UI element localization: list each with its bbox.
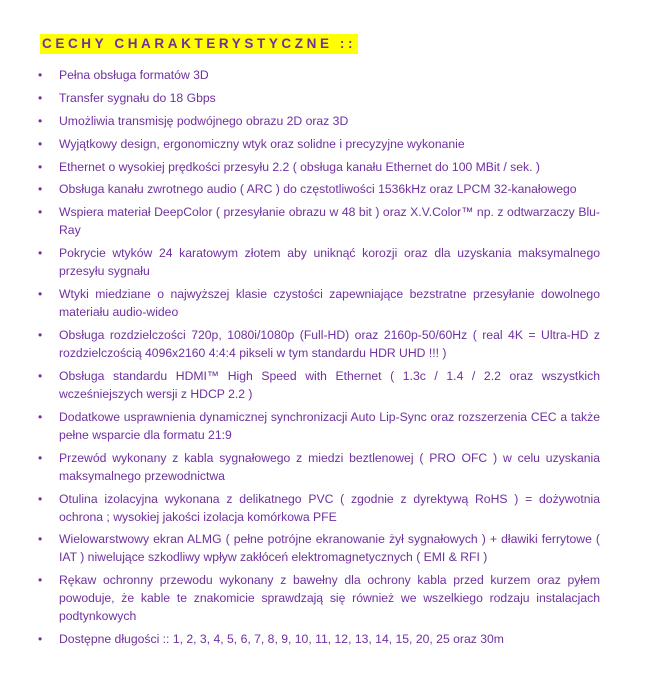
bullet-icon: • [38,632,43,647]
feature-text: Ethernet o wysokiej prędkości przesyłu 2.2 ( obsługa kanału Ethernet do 100 MBit / sek. ) [59,159,540,174]
feature-text: Wyjątkowy design, ergonomiczny wtyk oraz solidne i precyzyjne wykonanie [59,136,465,151]
feature-text: Umożliwia transmisję podwójnego obrazu 2D oraz 3D [59,113,349,128]
feature-text: Obsługa rozdzielczości 720p, 1080i/1080p (Full-HD) oraz 2160p-50/60Hz ( real 4K = Ultra-HD z rozdzielczością 4096x2160 4:4:4 pikseli w tym standardu HDR UHD !!! ) [59,328,600,361]
feature-text: Pełna obsługa formatów 3D [59,68,209,82]
feature-text: Obsługa standardu HDMI™ High Speed with Ethernet ( 1.3c / 1.4 / 2.2 oraz wszystkich wcześniejszych wersji z HDCP 2.2 ) [59,368,600,401]
bullet-icon: • [38,491,43,506]
features-list [38,66,600,653]
feature-item [38,112,600,130]
feature-text: Dostępne długości :: 1, 2, 3, 4, 5, 6, 7, 8, 9, 10, 11, 12, 13, 14, 15, 20, 25 oraz 30m [59,632,504,647]
feature-item [38,530,600,566]
feature-item [38,408,600,444]
feature-item [38,449,600,485]
feature-item [38,66,600,84]
bullet-icon: • [38,328,43,343]
bullet-icon: • [38,409,43,424]
feature-item [38,158,600,176]
feature-item [38,180,600,198]
bullet-icon: • [38,205,43,220]
feature-text: Wielowarstwowy ekran ALMG ( pełne potrójne ekranowanie żył sygnałowych ) + dławiki ferrytowe ( IAT ) niwelujące szkodliwy wpływ zakłóceń elektromagnetycznych ( EMI & RFI ) [59,532,600,565]
feature-text: Pokrycie wtyków 24 karatowym złotem aby uniknąć korozji oraz dla uzyskania maksymalnego przesyłu sygnału [59,246,600,279]
feature-item [38,135,600,153]
feature-text: Przewód wykonany z kabla sygnałowego z miedzi beztlenowej ( PRO OFC ) w celu uzyskania maksymalnego przewodnictwa [59,450,600,483]
feature-item [38,571,600,625]
feature-text: Rękaw ochronny przewodu wykonany z bawełny dla ochrony kabla przed kurzem oraz pyłem powoduje, że kable te znakomicie sprawdzają się również we wszelkiego rodzaju instalacjach podtynkowych [59,573,600,624]
bullet-icon: • [38,450,43,465]
feature-item [38,89,600,107]
feature-item [38,326,600,362]
feature-text: Wtyki miedziane o najwyższej klasie czystości zapewniające bezstratne przesyłanie dowolnego materiału audio-wideo [59,287,600,320]
bullet-icon: • [38,246,43,261]
bullet-icon: • [38,159,43,174]
bullet-icon: • [38,573,43,588]
feature-item [38,490,600,526]
bullet-icon: • [38,368,43,383]
bullet-icon: • [38,532,43,547]
bullet-icon: • [38,68,43,82]
feature-item [38,630,600,648]
feature-text: Obsługa kanału zwrotnego audio ( ARC ) do częstotliwości 1536kHz oraz LPCM 32-kanałowego [59,182,577,197]
bullet-icon: • [38,90,43,105]
feature-item [38,244,600,280]
feature-text: Transfer sygnału do 18 Gbps [59,90,216,105]
feature-text: Otulina izolacyjna wykonana z delikatnego PVC ( zgodnie z dyrektywą RoHS ) = dożywotnia ochrona ; wysokiej jakości izolacja komórkowa PFE [59,491,600,524]
bullet-icon: • [38,182,43,197]
feature-text: Wspiera materiał DeepColor ( przesyłanie obrazu w 48 bit ) oraz X.V.Color™ np. z odtwarzaczy Blu-Ray [59,205,600,238]
feature-item [38,367,600,403]
section-heading: CECHY CHARAKTERYSTYCZNE :: [40,34,358,54]
bullet-icon: • [38,287,43,302]
feature-text: Dodatkowe usprawnienia dynamicznej synchronizacji Auto Lip-Sync oraz rozszerzenia CEC a także pełne wsparcie dla formatu 21:9 [59,409,600,442]
bullet-icon: • [38,113,43,128]
bullet-icon: • [38,136,43,151]
feature-item [38,285,600,321]
feature-item [38,203,600,239]
